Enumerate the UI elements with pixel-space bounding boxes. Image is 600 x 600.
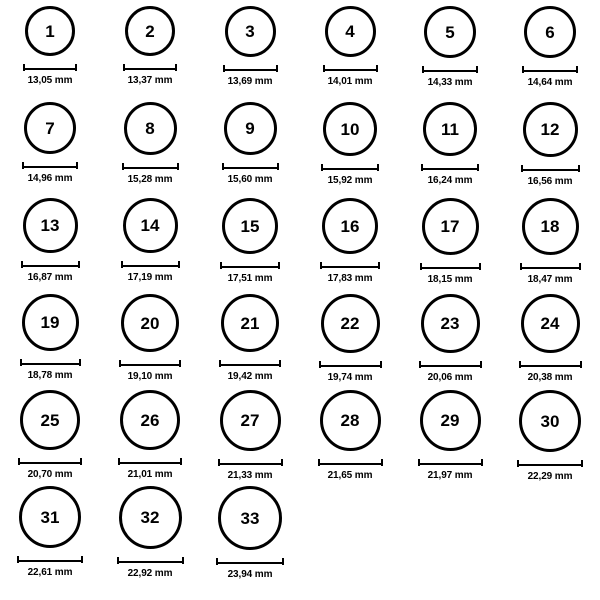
diameter-label: 22,61 mm bbox=[27, 567, 73, 578]
diameter-label: 21,65 mm bbox=[327, 470, 373, 481]
dimension-bar bbox=[17, 556, 83, 563]
diameter-dimension-line bbox=[420, 262, 481, 271]
dimension-bar bbox=[21, 261, 80, 268]
diameter-dimension-line bbox=[418, 458, 483, 467]
ring-circle bbox=[522, 198, 579, 255]
dimension-bar bbox=[323, 65, 378, 72]
ring-size-cell bbox=[300, 198, 400, 294]
dimension-bar bbox=[117, 557, 184, 564]
ring-circle bbox=[19, 486, 81, 548]
diameter-label: 16,56 mm bbox=[527, 176, 573, 187]
ring-circle bbox=[124, 102, 177, 155]
diameter-dimension-line bbox=[119, 359, 181, 368]
dimension-bar bbox=[420, 263, 481, 270]
dimension-bar bbox=[123, 64, 177, 71]
dimension-bar bbox=[319, 361, 382, 368]
diameter-label: 15,28 mm bbox=[127, 174, 173, 185]
ring-circle bbox=[123, 198, 178, 253]
ring-size-number: 19 bbox=[40, 313, 60, 332]
dimension-bar bbox=[522, 66, 578, 73]
dimension-bar bbox=[222, 163, 279, 170]
ring-circle bbox=[423, 102, 477, 156]
ring-size-number: 15 bbox=[240, 216, 260, 236]
ring-size-cell bbox=[100, 294, 200, 390]
diameter-label: 17,19 mm bbox=[127, 272, 173, 283]
ring-size-number: 22 bbox=[340, 314, 360, 333]
ring-circle bbox=[524, 6, 576, 58]
dimension-bar bbox=[23, 64, 77, 71]
diameter-label: 15,92 mm bbox=[327, 175, 373, 186]
ring-size-number: 24 bbox=[540, 314, 560, 333]
diameter-dimension-line bbox=[521, 164, 580, 173]
ring-size-cell bbox=[200, 102, 300, 198]
ring-size-number: 29 bbox=[440, 411, 460, 430]
ring-size-cell bbox=[500, 6, 600, 102]
ring-size-cell bbox=[100, 390, 200, 486]
ring-size-cell bbox=[200, 390, 300, 486]
ring-size-cell bbox=[300, 6, 400, 102]
dimension-bar bbox=[520, 263, 581, 270]
diameter-label: 14,96 mm bbox=[27, 173, 73, 184]
ring-size-number: 32 bbox=[140, 508, 160, 527]
diameter-dimension-line bbox=[121, 260, 180, 269]
diameter-dimension-line bbox=[318, 458, 383, 467]
ring-size-number: 8 bbox=[145, 119, 155, 138]
ring-size-number: 14 bbox=[140, 216, 160, 235]
diameter-dimension-line bbox=[520, 262, 581, 271]
diameter-label: 18,47 mm bbox=[527, 274, 573, 285]
diameter-dimension-line bbox=[122, 162, 179, 171]
ring-size-cell bbox=[300, 294, 400, 390]
ring-size-number: 30 bbox=[540, 411, 560, 431]
ring-size-number: 1 bbox=[45, 21, 55, 41]
ring-circle bbox=[320, 390, 381, 451]
diameter-dimension-line bbox=[220, 261, 280, 270]
dimension-bar bbox=[419, 361, 482, 368]
ring-size-cell bbox=[400, 102, 500, 198]
diameter-dimension-line bbox=[22, 161, 78, 170]
dimension-bar bbox=[118, 458, 182, 465]
ring-circle bbox=[121, 294, 179, 352]
diameter-dimension-line bbox=[519, 360, 582, 369]
diameter-label: 18,78 mm bbox=[27, 370, 73, 381]
dimension-bar bbox=[519, 361, 582, 368]
ring-size-cell bbox=[100, 102, 200, 198]
ring-size-number: 17 bbox=[440, 217, 460, 236]
ring-circle bbox=[125, 6, 175, 56]
ring-circle bbox=[20, 390, 80, 450]
ring-circle bbox=[24, 102, 76, 154]
diameter-label: 18,15 mm bbox=[427, 274, 473, 285]
diameter-label: 14,01 mm bbox=[327, 76, 373, 87]
ring-circle bbox=[421, 294, 480, 353]
ring-size-cell bbox=[0, 102, 100, 198]
ring-size-number: 21 bbox=[240, 313, 260, 333]
ring-size-number: 2 bbox=[145, 21, 155, 41]
dimension-bar bbox=[121, 261, 180, 268]
ring-circle bbox=[420, 390, 481, 451]
diameter-label: 21,97 mm bbox=[427, 470, 473, 481]
ring-circle bbox=[218, 486, 282, 550]
diameter-dimension-line bbox=[118, 457, 182, 466]
ring-size-number: 3 bbox=[245, 22, 255, 41]
ring-size-number: 31 bbox=[40, 507, 60, 527]
ring-circle bbox=[23, 198, 78, 253]
diameter-label: 23,94 mm bbox=[227, 569, 273, 580]
ring-size-cell bbox=[0, 486, 100, 582]
ring-circle bbox=[25, 6, 75, 56]
dimension-bar bbox=[418, 459, 483, 466]
ring-size-cell bbox=[200, 198, 300, 294]
ring-circle bbox=[222, 198, 278, 254]
diameter-dimension-line bbox=[321, 163, 379, 172]
diameter-label: 20,38 mm bbox=[527, 372, 573, 383]
diameter-dimension-line bbox=[222, 162, 279, 171]
ring-circle bbox=[225, 6, 276, 57]
diameter-dimension-line bbox=[18, 457, 82, 466]
diameter-dimension-line bbox=[17, 555, 83, 564]
diameter-dimension-line bbox=[517, 459, 583, 468]
dimension-bar bbox=[119, 360, 181, 367]
dimension-bar bbox=[321, 164, 379, 171]
diameter-label: 21,33 mm bbox=[227, 470, 273, 481]
diameter-dimension-line bbox=[522, 65, 578, 74]
diameter-dimension-line bbox=[123, 63, 177, 72]
ring-circle bbox=[519, 390, 581, 452]
diameter-dimension-line bbox=[419, 360, 482, 369]
ring-size-number: 9 bbox=[245, 119, 255, 138]
ring-size-number: 26 bbox=[140, 410, 160, 430]
diameter-dimension-line bbox=[323, 64, 378, 73]
ring-size-number: 12 bbox=[540, 120, 560, 139]
diameter-label: 16,87 mm bbox=[27, 272, 73, 283]
diameter-dimension-line bbox=[20, 358, 81, 367]
diameter-label: 22,29 mm bbox=[527, 471, 573, 482]
diameter-dimension-line bbox=[422, 65, 478, 74]
ring-size-cell bbox=[100, 198, 200, 294]
ring-circle bbox=[22, 294, 79, 351]
diameter-label: 14,33 mm bbox=[427, 77, 473, 88]
ring-size-cell bbox=[200, 486, 300, 582]
diameter-label: 13,69 mm bbox=[227, 76, 273, 87]
dimension-bar bbox=[223, 65, 278, 72]
ring-size-cell bbox=[500, 198, 600, 294]
ring-size-cell bbox=[200, 294, 300, 390]
ring-circle bbox=[523, 102, 578, 157]
ring-size-cell bbox=[400, 198, 500, 294]
ring-circle bbox=[323, 102, 377, 156]
ring-size-cell bbox=[400, 294, 500, 390]
ring-circle bbox=[322, 198, 378, 254]
ring-circle bbox=[424, 6, 476, 58]
diameter-label: 16,24 mm bbox=[427, 175, 473, 186]
ring-circle bbox=[422, 198, 479, 255]
diameter-dimension-line bbox=[23, 63, 77, 72]
ring-size-cell bbox=[500, 294, 600, 390]
ring-size-number: 5 bbox=[445, 22, 455, 42]
ring-size-cell bbox=[500, 102, 600, 198]
diameter-label: 20,06 mm bbox=[427, 372, 473, 383]
ring-size-cell bbox=[100, 6, 200, 102]
diameter-label: 14,64 mm bbox=[527, 77, 573, 88]
ring-size-number: 23 bbox=[440, 314, 460, 333]
ring-size-cell bbox=[0, 294, 100, 390]
ring-circle bbox=[521, 294, 580, 353]
ring-circle bbox=[224, 102, 277, 155]
diameter-dimension-line bbox=[320, 261, 380, 270]
diameter-label: 17,51 mm bbox=[227, 273, 273, 284]
diameter-label: 17,83 mm bbox=[327, 273, 373, 284]
ring-size-number: 11 bbox=[441, 119, 459, 139]
dimension-bar bbox=[122, 163, 179, 170]
ring-size-number: 10 bbox=[340, 119, 360, 139]
diameter-dimension-line bbox=[319, 360, 382, 369]
diameter-label: 13,05 mm bbox=[27, 75, 73, 86]
dimension-bar bbox=[220, 262, 280, 269]
ring-circle bbox=[221, 294, 279, 352]
diameter-label: 21,01 mm bbox=[127, 469, 173, 480]
diameter-label: 19,42 mm bbox=[227, 371, 273, 382]
ring-size-cell bbox=[300, 102, 400, 198]
ring-circle bbox=[325, 6, 376, 57]
dimension-bar bbox=[421, 164, 479, 171]
ring-size-number: 28 bbox=[340, 411, 360, 430]
ring-size-cell bbox=[0, 390, 100, 486]
ring-circle bbox=[321, 294, 380, 353]
diameter-label: 20,70 mm bbox=[27, 469, 73, 480]
dimension-bar bbox=[320, 262, 380, 269]
ring-size-number: 20 bbox=[140, 313, 160, 333]
dimension-bar bbox=[216, 558, 284, 565]
ring-size-cell bbox=[500, 390, 600, 486]
ring-circle bbox=[119, 486, 182, 549]
ring-size-number: 16 bbox=[340, 216, 360, 236]
ring-circle bbox=[120, 390, 180, 450]
diameter-dimension-line bbox=[223, 64, 278, 73]
ring-size-cell bbox=[400, 6, 500, 102]
dimension-bar bbox=[422, 66, 478, 73]
ring-size-number: 6 bbox=[545, 22, 555, 42]
ring-size-cell bbox=[400, 390, 500, 486]
diameter-dimension-line bbox=[117, 556, 184, 565]
diameter-label: 19,10 mm bbox=[127, 371, 173, 382]
diameter-label: 22,92 mm bbox=[127, 568, 173, 579]
dimension-bar bbox=[219, 360, 281, 367]
diameter-dimension-line bbox=[216, 557, 284, 566]
ring-size-number: 7 bbox=[45, 118, 55, 138]
ring-size-number: 25 bbox=[40, 410, 60, 430]
diameter-label: 15,60 mm bbox=[227, 174, 273, 185]
ring-size-number: 18 bbox=[540, 217, 560, 236]
dimension-bar bbox=[517, 460, 583, 467]
diameter-label: 19,74 mm bbox=[327, 372, 373, 383]
diameter-dimension-line bbox=[421, 163, 479, 172]
diameter-dimension-line bbox=[219, 359, 281, 368]
ring-size-number: 33 bbox=[240, 508, 260, 528]
dimension-bar bbox=[521, 165, 580, 172]
ring-size-cell bbox=[0, 6, 100, 102]
ring-size-cell bbox=[0, 198, 100, 294]
diameter-dimension-line bbox=[21, 260, 80, 269]
ring-size-number: 27 bbox=[240, 411, 260, 430]
dimension-bar bbox=[22, 162, 78, 169]
ring-size-cell bbox=[300, 390, 400, 486]
dimension-bar bbox=[218, 459, 283, 466]
dimension-bar bbox=[18, 458, 82, 465]
ring-size-number: 13 bbox=[40, 216, 60, 235]
dimension-bar bbox=[318, 459, 383, 466]
diameter-dimension-line bbox=[218, 458, 283, 467]
diameter-label: 13,37 mm bbox=[127, 75, 173, 86]
ring-circle bbox=[220, 390, 281, 451]
ring-size-cell bbox=[200, 6, 300, 102]
dimension-bar bbox=[20, 359, 81, 366]
ring-size-cell bbox=[100, 486, 200, 582]
ring-size-number: 4 bbox=[345, 22, 355, 41]
